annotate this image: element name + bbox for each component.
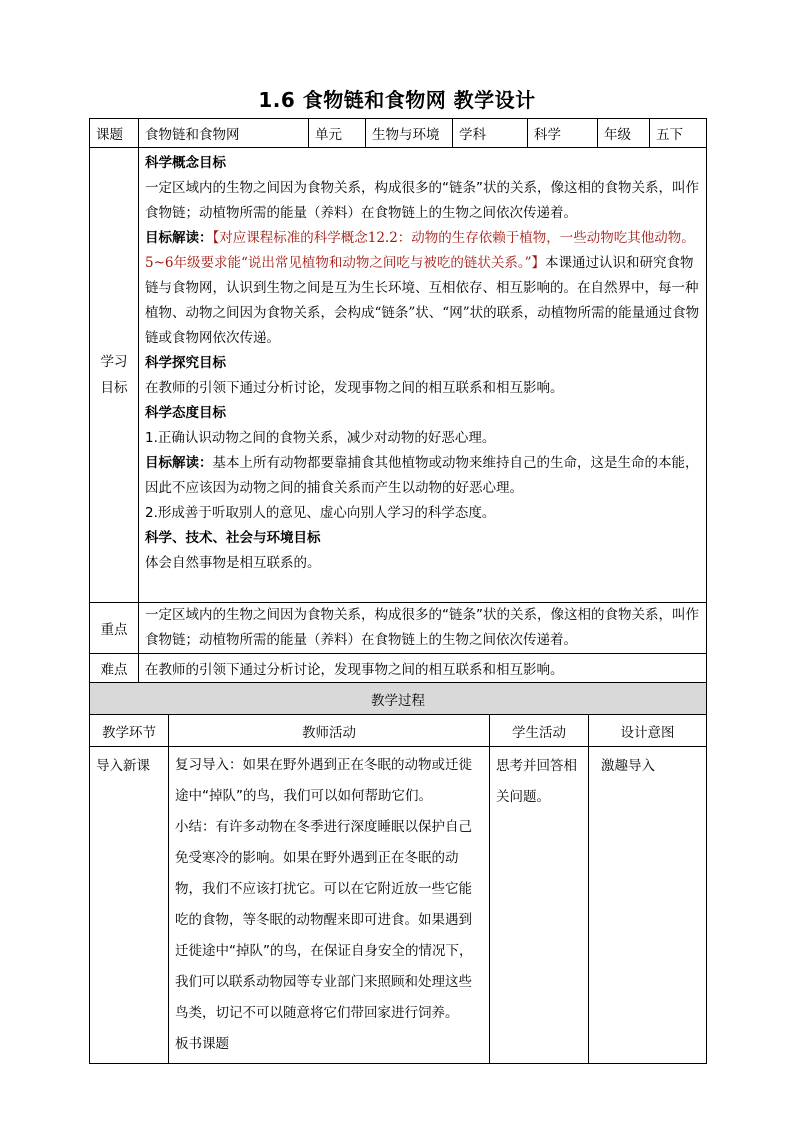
teacher-activity-cell [169,747,490,1064]
teaching-process-table [89,682,707,1064]
subject-label: 学科 [453,119,528,148]
interp-standard-ref: 【对应课程标准的科学概念12.2：动物的生存依赖于植物，一些动物吃其他动物。5~6年级要求能“说出常见植物和动物之间吃与被吃的链状关系。”】 [145,230,695,271]
goals-row [90,148,707,603]
interp-label: 目标解读： [145,230,213,246]
teacher-board: 板书课题 [175,1036,229,1052]
design-intent-cell: 激趣导入 [589,747,707,1064]
goals-label-text: 学习目标 [100,354,128,396]
topic-value: 食物链和食物网 [139,119,309,148]
process-header: 教学过程 [90,683,707,715]
attitude-heading: 科学态度目标 [145,405,226,421]
info-row [90,119,707,148]
unit-value: 生物与环境 [366,119,453,148]
col-stage-header: 教学环节 [90,715,169,747]
attitude-interpretation [145,451,700,501]
teacher-summary: 小结：有许多动物在冬季进行深度睡眠以保护自己免受寒冷的影响。如果在野外遇到正在冬眠的动物，我们不应该打扰它。可以在它附近放一些它能吃的食物，等冬眠的动物醒来即可进食。如果遇到迁徙途中“掉队”的鸟，在保证自身安全的情况下，我们可以联系动物园等专业部门来照顾和处理这些鸟类，切记不可以随意将它们带回家进行饲养。 [175,819,473,1021]
col-student-header: 学生活动 [490,715,589,747]
stse-heading: 科学、技术、社会与环境目标 [145,530,321,546]
key-point-row [90,603,707,654]
difficult-point-label: 难点 [90,654,139,683]
inquiry-heading: 科学探究目标 [145,355,226,371]
concept-interpretation [145,226,700,351]
page-title: 1.6 食物链和食物网 教学设计 [258,88,536,112]
difficult-point-row [90,654,707,683]
attitude-interp-text: 基本上所有动物都要靠捕食其他植物或动物来维持自己的生命，这是生命的本能，因此不应该因为动物之间的捕食关系而产生以动物的好恶心理。 [145,455,699,496]
lesson-info-table [89,118,707,683]
student-activity-cell: 思考并回答相关问题。 [490,747,589,1064]
interp-explanation: 本课通过认识和研究食物链与食物网，认识到生物之间是互为生长环境、互相依存、相互影响的。在自然界中，每一种植物、动物之间因为食物关系，会构成“链条”状、“网”状的联系，动植物所需的能量通过食物链或食物网依次传递。 [145,255,700,346]
stse-text: 体会自然事物是相互联系的。 [145,555,321,571]
col-intent-header: 设计意图 [589,715,707,747]
key-point-label: 重点 [90,603,139,654]
grade-value: 五下 [650,119,707,148]
goals-label [90,148,139,603]
teacher-review: 复习导入：如果在野外遇到正在冬眠的动物或迁徙途中“掉队”的鸟，我们可以如何帮助它们。 [175,757,472,804]
table-row [90,747,707,1064]
difficult-point-text: 在教师的引领下通过分析讨论，发现事物之间的相互联系和相互影响。 [139,654,707,683]
key-point-text: 一定区域内的生物之间因为食物关系，构成很多的“链条”状的关系，像这相的食物关系，叫作食物链；动植物所需的能量（养料）在食物链上的生物之间依次传递着。 [139,603,707,654]
concept-text: 一定区域内的生物之间因为食物关系，构成很多的“链条”状的关系，像这相的食物关系，叫作食物链；动植物所需的能量（养料）在食物链上的生物之间依次传递着。 [145,180,699,221]
inquiry-text: 在教师的引领下通过分析讨论，发现事物之间的相互联系和相互影响。 [145,380,564,396]
attitude-item-2: 2.形成善于听取别人的意见、虚心向别人学习的科学态度。 [145,505,496,521]
unit-label: 单元 [309,119,366,148]
process-columns-row [90,715,707,747]
attitude-item-1: 1.正确认识动物之间的食物关系，减少对动物的好恶心理。 [145,430,496,446]
stage-cell: 导入新课 [90,747,169,1064]
grade-label: 年级 [598,119,650,148]
subject-value: 科学 [528,119,598,148]
goals-content [139,148,707,603]
attitude-interp-label: 目标解读： [145,455,213,471]
concept-heading: 科学概念目标 [145,155,226,171]
col-teacher-header: 教师活动 [169,715,490,747]
topic-label: 课题 [90,119,139,148]
process-header-row [90,683,707,715]
